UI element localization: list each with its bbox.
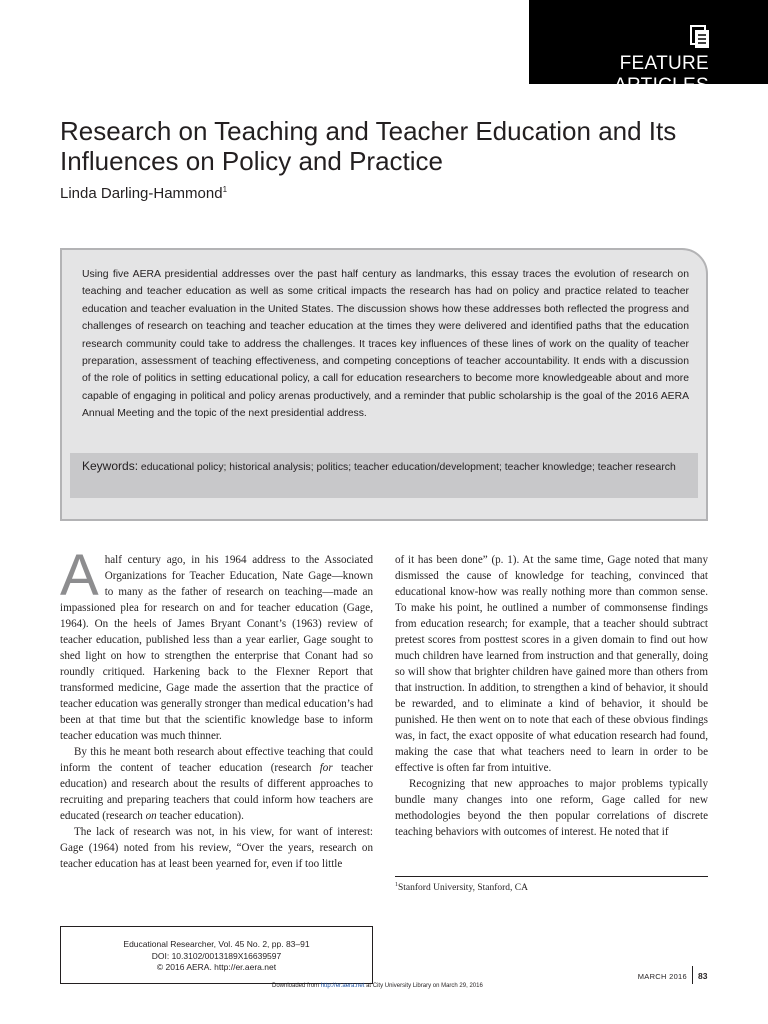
author-line bbox=[60, 185, 227, 202]
article-title: Research on Teaching and Teacher Education and Its Influences on Policy and Practice bbox=[60, 116, 677, 176]
author-footnote-mark: 1 bbox=[222, 185, 228, 194]
body-paragraph: The lack of research was not, in his view, for want of interest: Gage (1964) noted from his review, “Over the years, research on teacher education has at least been yearned for, even if too little bbox=[60, 826, 373, 870]
body-paragraph: half century ago, in his 1964 address to the Associated Organizations for Teacher Education, Nate Gage—known to many as the father of research on teaching—made an impassioned plea for research on and for teacher education (Gage, 1964). On the heels of James Bryant Conant’s (1963) review of teacher education, published less than a year earlier, Gage sought to shed light on how to strengthen the enterprise that Conant had so roundly critiqued. Harkening back to the Flexner Report that transformed medicine, Gage made the assertion that the practice of teacher education was generally stronger than medical education’s had been at that time but that the scientific knowledge base to inform teacher education was much thinner. bbox=[60, 554, 373, 742]
page-number: 83 bbox=[698, 971, 708, 981]
citation-doi: DOI: 10.3102/0013189X16639597 bbox=[151, 950, 282, 961]
document-icon bbox=[690, 25, 710, 49]
keywords bbox=[82, 456, 692, 478]
footnote-divider bbox=[395, 876, 708, 877]
keywords-label: Keywords: bbox=[82, 459, 139, 473]
footnote bbox=[395, 882, 708, 893]
download-note: Downloaded from http://er.aera.net at City University Library on March 29, 2016 bbox=[272, 983, 483, 989]
body-paragraph: Recognizing that new approaches to major problems typically bundle many changes into one reform, Gage called for new methodologies beyond the then popular correlations of discrete teaching behaviors with outcomes of interest. He noted that if bbox=[395, 778, 708, 838]
download-link[interactable]: http://er.aera.net bbox=[320, 983, 365, 989]
citation-journal: Educational Researcher, Vol. 45 No. 2, pp. 83–91 bbox=[123, 939, 310, 949]
body-paragraph: By this he meant both research about effective teaching that could inform the content of teacher education (research for teacher education) and research about the results of different approaches to recruiting and preparing teachers that could inform how teachers are educated (research on teacher education). bbox=[60, 746, 373, 822]
abstract-text: Using five AERA presidential addresses over the past half century as landmarks, this essay traces the evolution of research on teaching and teacher education as well as some critical impacts the research has had on policy and practice related to teacher education and teacher evaluation in the United States. The discussion shows how these addresses both reflected the progress and challenges of research on teaching and teacher education at the times they were delivered and identified paths that the education research community could take to address the challenges. It traces key influences of these lines of work on the quality of teacher preparation, assessment of teaching effectiveness, and competing conceptions of teacher accountability. It ends with a discussion of the role of politics in setting educational policy, a call for education researchers to become more knowledgeable about and more capable of engaging in political and policy arenas productively, and a reminder that public scholarship is the goal of the 2016 AERA Annual Meeting and the topic of the next presidential address. bbox=[82, 269, 689, 420]
body-paragraph: of it has been done” (p. 1). At the same time, Gage noted that many dismissed the cause of knowledge for teaching, convinced that educational know-how was really nothing more than common sense. To make his point, he outlined a number of commonsense findings from education research; for example, that a teacher should subtract pretest scores from posttest scores in a given domain to find out how much children have learned from instruction and that generally, doing so will show that brighter children have gained more than others from that instruction. In addition, to strengthen a kind of behavior, it should be rewarded, and to eliminate a kind of behavior, it should be punished. He then went on to note that each of these obvious findings was, in fact, the exact opposite of what education research had found, making the case that what teachers need to learn in order to be effective is often far from intuitive. bbox=[395, 554, 708, 774]
citation-box bbox=[60, 926, 373, 984]
keywords-list: educational policy; historical analysis; politics; teacher education/development; teacher knowledge; teacher research bbox=[140, 462, 676, 473]
footnote-text: Stanford University, Stanford, CA bbox=[398, 883, 528, 893]
body-column-right bbox=[395, 552, 708, 840]
body-column-left bbox=[60, 543, 373, 872]
issue-date: MARCH 2016 bbox=[637, 972, 687, 981]
drop-cap: A bbox=[60, 543, 99, 608]
footnote-mark: 1 bbox=[395, 882, 398, 888]
section-label: FEATURE ARTICLES bbox=[614, 53, 709, 96]
footer-divider bbox=[692, 966, 693, 984]
author-name: Linda Darling-Hammond bbox=[60, 185, 223, 202]
citation-copyright: © 2016 AERA. http://er.aera.net bbox=[156, 962, 277, 972]
